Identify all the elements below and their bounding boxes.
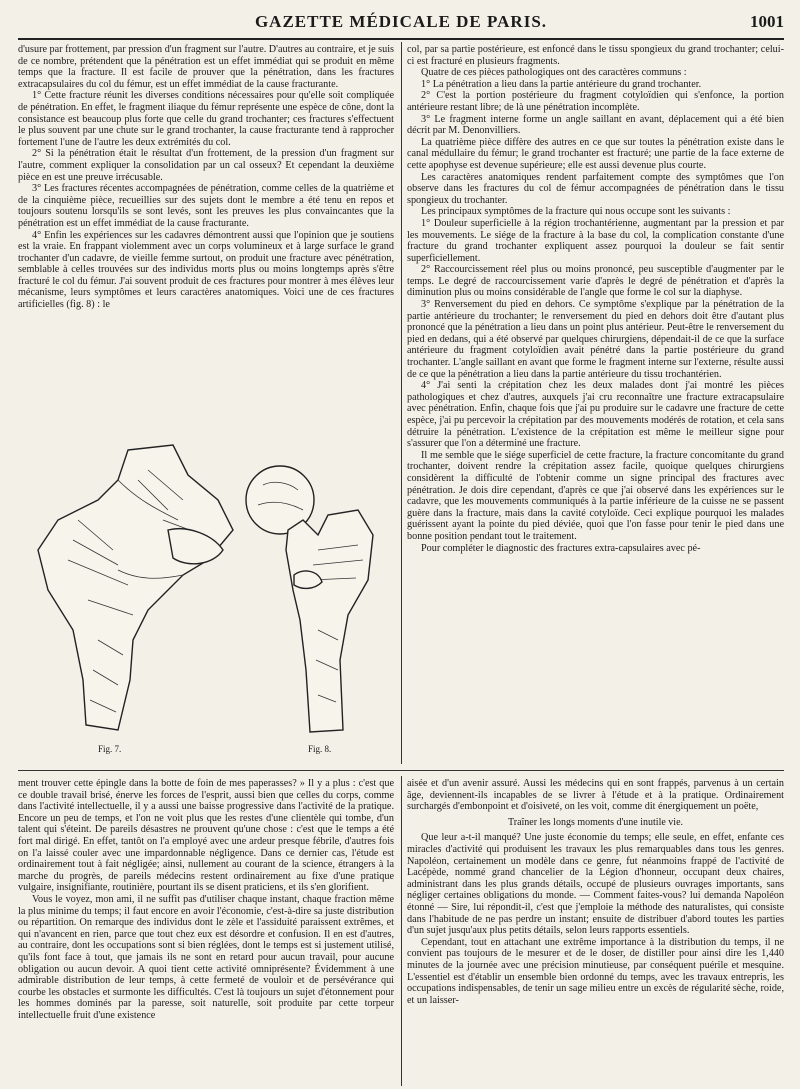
right-top-column bbox=[407, 44, 784, 766]
paragraph: 1° Douleur superficielle à la région trochantérienne, augmentant par la pression et par les mouvements. Le siége de la fracture à la base du col, la complication constante d'une fracture du grand trochanter expliquent assez pourquoi la douleur se fait sentir superficiellement. bbox=[407, 217, 784, 264]
left-bottom-column bbox=[18, 778, 394, 1086]
paragraph: 2° Si la pénétration était le résultat d'un frottement, de la pression d'un fragment sur l'autre, comment expliquer la consolidation par un cal osseux? Et cependant la deuxième pièce en est une preuve irrécusable. bbox=[18, 148, 394, 183]
column-divider bbox=[401, 42, 402, 764]
paragraph: Les caractères anatomiques rendent parfaitement compte des symptômes que l'on observe dans les fractures du col de fémur accompagnées de pénétration dans le tissu spongieux du trochanter. bbox=[407, 171, 784, 206]
paragraph: 1° Cette fracture réunit les diverses conditions nécessaires pour qu'elle soit compliquée de pénétration. En effet, le fragment iliaque du fémur représente une espèce de cône, dont la consistance est beaucoup plus forte que celle du grand trochanter; ces fractures s'effectuent le plus souvent par une chute sur le grand trochanter, la cause fracturante tend à rapprocher fortement l'une de l'autre les deux extrémités du col. bbox=[18, 90, 394, 148]
paragraph: 1° La pénétration a lieu dans la partie antérieure du grand trochanter. bbox=[421, 78, 702, 90]
paragraph: 2° C'est la portion postérieure du fragment cotyloïdien qui s'enfonce, la portion antérieure restant libre; de là une pénétration incomplète. bbox=[407, 90, 784, 113]
paragraph: Quatre de ces pièces pathologiques ont des caractères communs : bbox=[421, 67, 687, 79]
paragraph: Cependant, tout en attachant une extrême importance à la distribution du temps, il ne convient pas toujours de le mesurer et de le doser, de distiller pour ainsi dire les 1,440 minutes de la journée avec une précision minutieuse, par conséquent puérile et mesquine. L'essentiel est d'établir un ensemble bien ordonné du temps, avec les travaux entrepris, les occupations indispensables, de tenir un sage milieu entre un excès de régularité sèche, roide, et un laisser- bbox=[407, 936, 784, 1006]
feuilleton-rule bbox=[18, 770, 784, 771]
paragraph: Pour compléter le diagnostic des fractures extra-capsulaires avec pé- bbox=[421, 542, 701, 554]
page-header bbox=[18, 12, 784, 40]
paragraph: d'usure par frottement, par pression d'un fragment sur l'autre. D'autres au contraire, et je suis de ce nombre, prétendent que la pénétration est un effet immédiat qui se produit en même temps que la fracture. Il est facile de prouver que la pénétration, dans les fractures extracapsulaires du col du fémur, est un effet immédiat de la cause fracturante. bbox=[18, 44, 394, 90]
paragraph: Il me semble que le siége superficiel de cette fracture, la fracture concomitante du grand trochanter, doivent rendre la crépitation assez facile, quoique quelques chirurgiens considèrent la difficulté de l'obtenir comme un signe principal des fractures avec pénétration. Je dois dire cependant, d'après ce que j'ai observé dans les expériences sur le cadavre, que les mouvements communiqués à la partie inférieure de la cuisse ne se passent guère dans la fracture, mais dans la cavité cotyloïde. Ceci explique pourquoi les malades guérissent ayant la pointe du pied déviée, quoi que l'on fasse pour tenir le pied dans une bonne position pendant tout le traitement. bbox=[407, 449, 784, 542]
femur-figures bbox=[18, 440, 394, 740]
paragraph: col, par sa partie postérieure, est enfoncé dans le tissu spongieux du grand trochanter; celui-ci est fracturé en plusieurs fragments. bbox=[407, 44, 784, 67]
paragraph: 2° Raccourcissement réel plus ou moins prononcé, peu susceptible d'augmenter par le temps. Le degré de raccourcissement varie d'après le degré de pénétration et d'après la diminution plus ou moins considérable de l'angle que forme le col sur la diaphyse. bbox=[407, 264, 784, 299]
paragraph: Que leur a-t-il manqué? Une juste économie du temps; elle seule, en effet, enfante ces miracles d'activité qui produisent les travaux les plus remarquables dans tous les genres. Napoléon, certainement un modèle dans ce genre, fut néanmoins frappé de l'activité de Lacépède, nommé grand chancelier de la Légion d'honneur, occupant deux chaires, administrant dans les plus grands détails, occupé de plusieurs ouvrages importants, sans négliger certaines obligations du monde. — Comment faites-vous? lui demanda Napoléon étonné — Sire, lui répondit-il, c'est que j'emploie la méthode des naturalistes, qui consiste dans l'habitude de ne pas perdre un instant; ensuite de distribuer d'abord toutes les parties d'un sujet jusqu'aux plus petits détails, selon leurs rapports essentiels. bbox=[407, 832, 784, 937]
paragraph: La quatrième pièce diffère des autres en ce que sur toutes la pénétration existe dans le canal médullaire du fémur; le grand trochanter est fracturé; une partie de la face externe de cette apophyse est devenue supérieure; elle est aussi devenue plus courte. bbox=[407, 136, 784, 171]
fig7-bone-illustration bbox=[38, 445, 233, 730]
paragraph: 4° Enfin les expériences sur les cadavres démontrent aussi que l'opinion que je soutiens est la vraie. En frappant violemment avec un corps volumineux et à large surface le grand trochanter d'un cadavre, de vieille femme surtout, on produit une fracture avec pénétration, semblable à celles trouvées sur des individus morts plus ou moins longtemps après s'être fracturé le col du fémur. J'ai souvent produit de ces fractures pour montrer à mes élèves leur mécanisme, leurs symptômes et leurs caractères anatomiques. Voici une de ces fractures artificielles (fig. 8) : le bbox=[18, 229, 394, 311]
fig7-caption: Fig. 7. bbox=[98, 744, 122, 754]
figures-area bbox=[18, 440, 394, 760]
paragraph: aisée et d'un avenir assuré. Aussi les médecins qui en sont frappés, parvenus à un certain âge, deviennent-ils incapables de se livrer à l'étude et à la pratique. Ordinairement surchargés d'embonpoint et d'oisiveté, on les voit, comme dit énergiquement un poëte, bbox=[407, 778, 784, 813]
paragraph: 3° Les fractures récentes accompagnées de pénétration, comme celles de la quatrième et de la cinquième pièce, recueillies sur des sujets dont le membre a été tenu en repos et toujours soutenu lorsqu'ils se sont levés, sont les preuves les plus convaincantes que la pénétration est un effet immédiat de la cause fracturante. bbox=[18, 183, 394, 229]
left-top-column bbox=[18, 44, 394, 438]
column-divider bbox=[401, 776, 402, 1086]
journal-title: GAZETTE MÉDICALE DE PARIS. bbox=[254, 12, 548, 31]
fig8-bone-illustration bbox=[246, 466, 373, 732]
verse-quote: Traîner les longs moments d'une inutile vie. bbox=[507, 816, 684, 828]
paragraph: Vous le voyez, mon ami, il ne suffit pas d'utiliser chaque instant, chaque fraction même la plus minime du temps; il faut encore en avoir l'économie, c'est-à-dire sa juste distribution ou répartition. On remarque des individus dont le zèle et l'assiduité paraissent extrêmes, et qui n'avancent en rien, parce que tout chez eux est désordre et confusion. Il en est d'autres, au contraire, dont les occupations sont si bien réglées, dont le temps est si justement utilisé, qu'ils font face à tout, que jamais ils ne sont en retard pour aucun travail, pour aucune obligation ou aucun devoir. A quoi tient cette activité omniprésente? Évidemment à une admirable distribution de leur temps, à cette fermeté de vouloir et de persévérance qui courbe les obstacles et surmonte les difficultés. C'est là toujours un sujet d'étonnement pour les hommes dominés par la paresse, soit naturelle, soit produite par cette torpeur intellectuelle fruit d'une existence bbox=[18, 893, 394, 1021]
paragraph: 3° Renversement du pied en dehors. Ce symptôme s'explique par la pénétration de la partie antérieure du trochanter; le renversement du pied en dehors doit être d'autant plus prononcé que la pénétration a lieu dans un point plus antérieur. Peut-être le renversement du pied en dedans, qui a été observé par quelques chirurgiens, dépendait-il de ce que la surface antérieure du fragment cotyloïdien avait pénétré dans la partie postérieure du grand trochanter. L'angle saillant en avant que forme le fragment interne sur l'externe, résulte aussi de ce que la pénétration a lieu dans la partie antérieure du tissu trochantérien. bbox=[407, 299, 784, 380]
right-bottom-column bbox=[407, 778, 784, 1086]
paragraph: 3° Le fragment interne forme un angle saillant en avant, déplacement qui a été bien décrit par M. Denonvilliers. bbox=[407, 113, 784, 137]
fig8-caption: Fig. 8. bbox=[308, 744, 332, 754]
paragraph: Les principaux symptômes de la fracture qui nous occupe sont les suivants : bbox=[421, 206, 731, 218]
page-number: 1001 bbox=[750, 12, 784, 31]
paragraph: 4° J'ai senti la crépitation chez les deux malades dont j'ai montré les pièces pathologiques et chez d'autres, auxquels j'ai cru reconnaître une fracture extracapsulaire avec pénétration. Enfin, chaque fois que j'ai pu produire sur le cadavre une fracture de cette espèce, j'ai pu percevoir la crépitation par des mouvements modérés de rotation, et cela sans détruire la pénétration. L'existence de la crépitation est même le meilleur signe pour s'assurer que l'on a déterminé une fracture. bbox=[407, 380, 784, 450]
paragraph: ment trouver cette épingle dans la botte de foin de mes paperasses? » Il y a plus : c'est que ce double travail brisé, énerve les forces de l'esprit, aussi bien que celles du corps, comme dans l'activité intellectuelle, il y a aussi une baisse progressive dans l'activité de la pratique. Encore un peu de temps, et l'on ne voit plus que les restes d'une clientèle qui tombe, d'un talent qui s'éteint. De pareils désastres ne prouvent qu'une chose : c'est que le temps a été fort mal dirigé. En effet, tantôt on l'a employé avec une ardeur presque fébrile, d'autres fois on l'a laissé couler avec une impardonnable négligence. Dans ce dernier cas, l'étude est ordinairement tout à fait négligée; ainsi, nullement au courant de la science, étrangers à la marche du progrès, de pareils médecins restent ordinairement au fixe d'une pratique vulgaire, insignifiante, routinière, pourtant ils se disent praticiens, et ils s'en glorifient. bbox=[18, 778, 394, 894]
